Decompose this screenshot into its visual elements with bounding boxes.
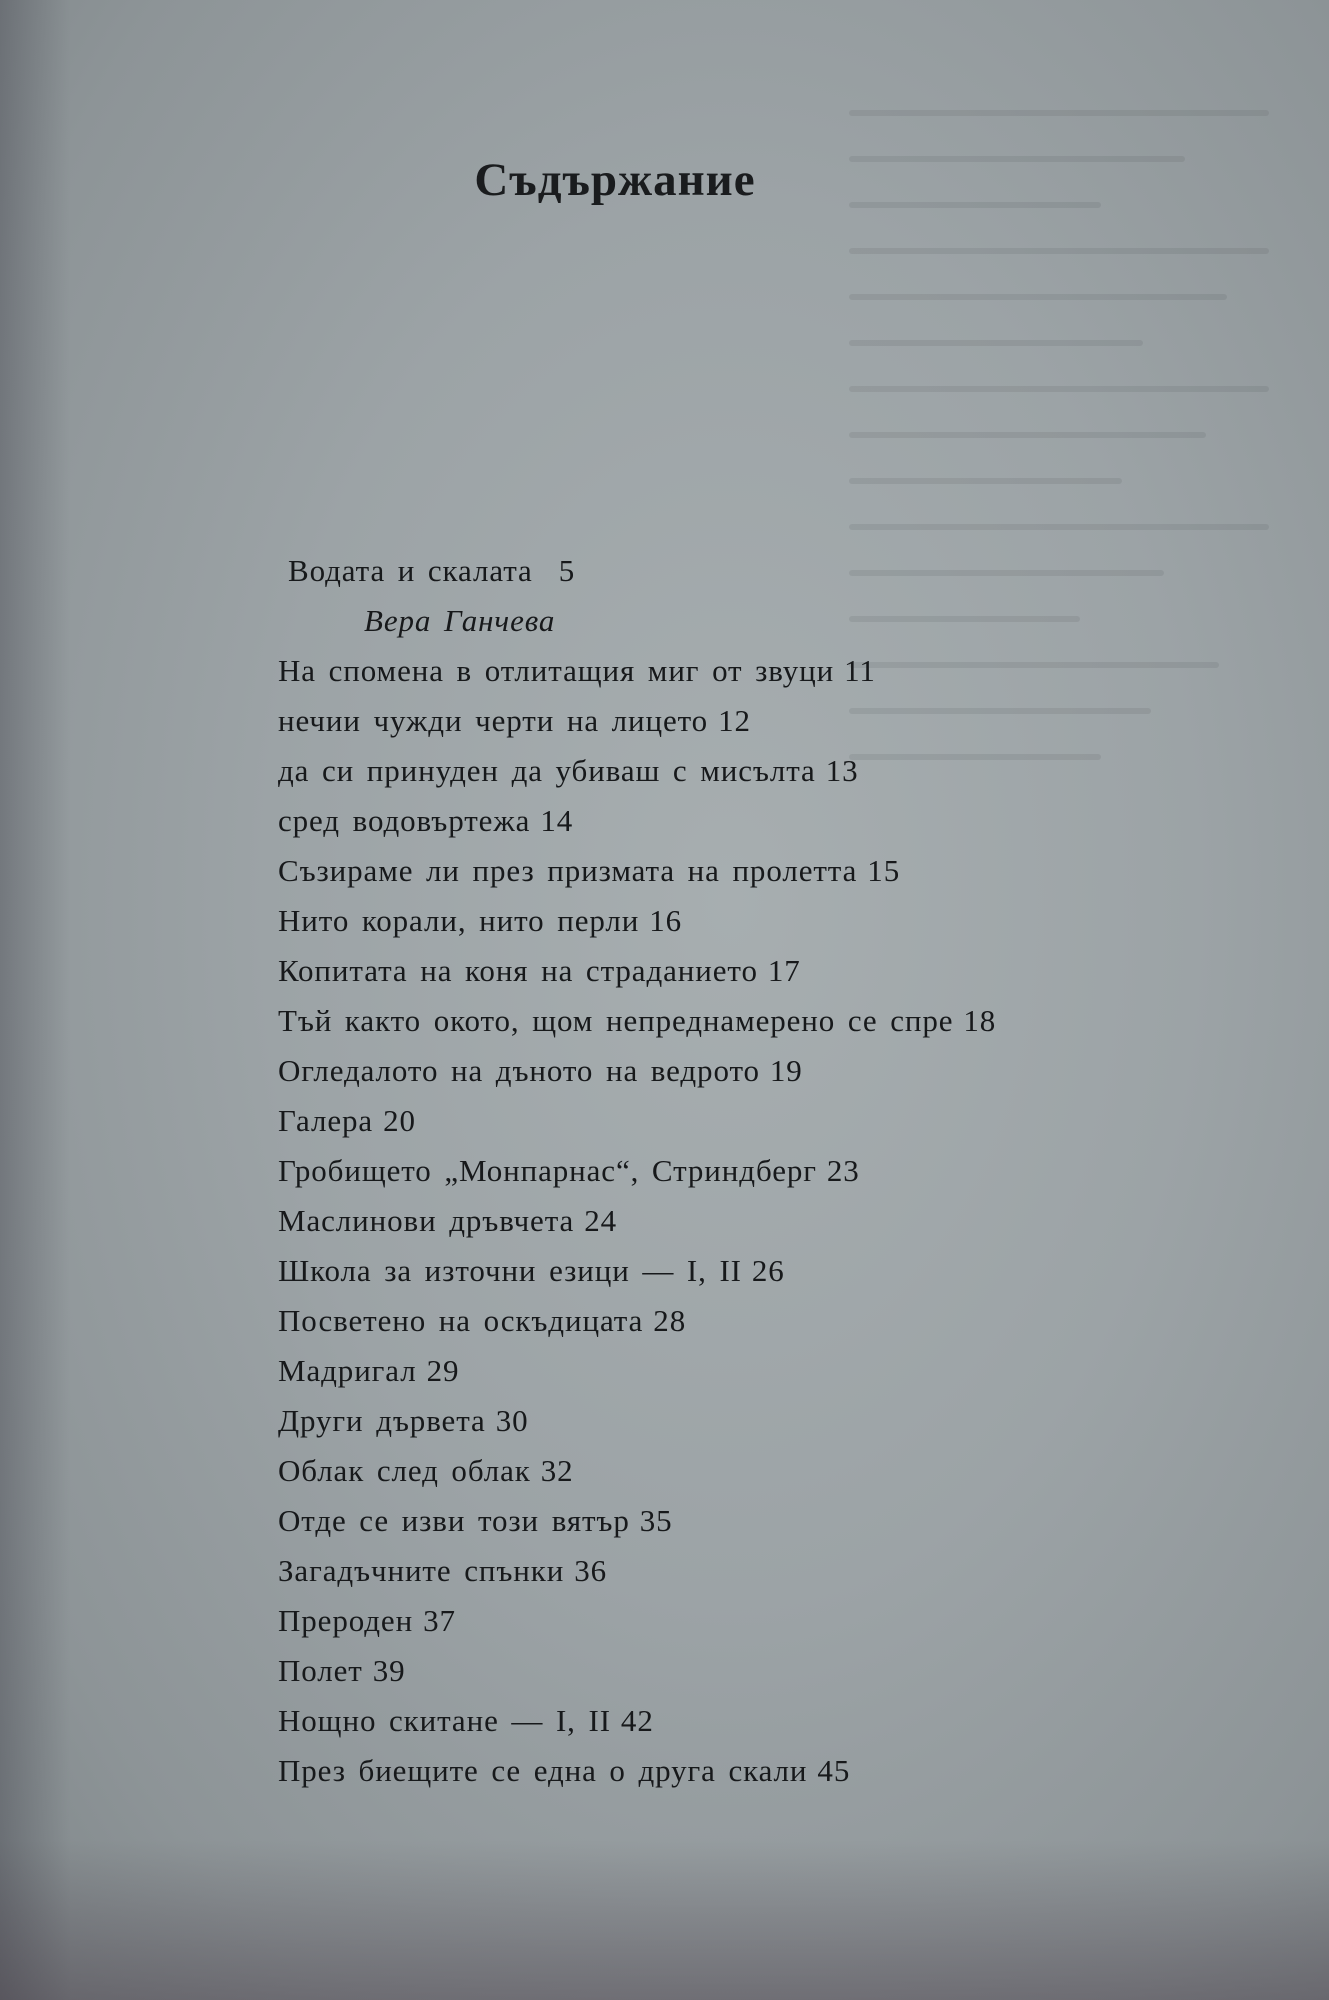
toc-entry-page: 29 <box>426 1353 460 1388</box>
toc-entry-title: Маслинови дръвчета <box>278 1203 575 1238</box>
toc-entry-page: 13 <box>825 753 859 788</box>
toc-entry <box>278 1446 996 1496</box>
toc-entry <box>278 846 996 896</box>
toc-entry-page: 28 <box>653 1303 687 1338</box>
toc-entry <box>278 946 996 996</box>
toc-entry-page: 36 <box>574 1553 608 1588</box>
toc-entry-page: 12 <box>718 703 751 738</box>
toc-entry-page: 32 <box>540 1453 574 1488</box>
toc-entry-page: 42 <box>620 1703 654 1738</box>
toc-entry-title: да си принуден да убиваш с мисълта <box>278 753 816 788</box>
table-of-contents <box>278 546 996 1796</box>
toc-entry <box>278 646 996 696</box>
toc-entry <box>278 1246 996 1296</box>
toc-entry-page: 30 <box>495 1403 529 1438</box>
toc-entry-page: 16 <box>649 903 683 938</box>
toc-entry-page: 5 <box>558 553 576 588</box>
toc-entry-page: 15 <box>867 853 901 888</box>
toc-entry-page: 39 <box>372 1653 406 1688</box>
toc-entry-page: 23 <box>826 1153 860 1188</box>
toc-entry <box>278 746 996 796</box>
toc-entry <box>278 1396 996 1446</box>
toc-entry <box>278 1346 996 1396</box>
toc-entry-title: Огледалото на дъното на ведрото <box>278 1053 760 1088</box>
page-shadow-bottom <box>0 1840 1329 2000</box>
toc-entry-title: Загадъчните спънки <box>278 1553 565 1588</box>
toc-entry-page: 24 <box>584 1203 618 1238</box>
toc-entry-page: 20 <box>383 1103 416 1138</box>
toc-entry <box>278 1546 996 1596</box>
toc-entry-page: 19 <box>769 1053 803 1088</box>
toc-entry-title: Копитата на коня на страданието <box>278 953 758 988</box>
toc-entry <box>278 1496 996 1546</box>
toc-entry <box>278 1596 996 1646</box>
toc-entry-title: Тъй както окото, щом непреднамерено се спре <box>278 1003 954 1038</box>
toc-entry-title: Прероден <box>278 1603 414 1638</box>
toc-entry <box>278 1146 996 1196</box>
toc-entry-title: Полет <box>278 1653 363 1688</box>
toc-entry-page: 17 <box>767 953 801 988</box>
toc-entry-title: Отде се изви този вятър <box>278 1503 630 1538</box>
toc-entry-title: Посветено на оскъдицата <box>278 1303 644 1338</box>
toc-entry-title: Школа за източни езици — I, II <box>278 1253 742 1288</box>
toc-entry-page: 45 <box>817 1753 851 1788</box>
toc-entry <box>278 1296 996 1346</box>
toc-entry-title: На спомена в отлитащия миг от звуци <box>278 653 835 688</box>
toc-entry-page: 26 <box>751 1253 785 1288</box>
toc-entry-page: 14 <box>540 803 574 838</box>
toc-entry-page: 11 <box>844 653 876 688</box>
toc-entry <box>278 1096 996 1146</box>
toc-entry-page: 37 <box>423 1603 456 1638</box>
toc-entry-title: Галера <box>278 1103 374 1138</box>
toc-entry-title: Нито корали, нито перли <box>278 903 640 938</box>
toc-entry <box>278 1646 996 1696</box>
toc-entry-page: 18 <box>963 1003 997 1038</box>
page-title: Съдържание <box>474 154 756 207</box>
toc-entry-title: Други дървета <box>278 1403 486 1438</box>
toc-entry-title: Мадригал <box>278 1353 417 1388</box>
toc-entry-title: сред водовъртежа <box>278 803 531 838</box>
toc-entry-title: нечии чужди черти на лицето <box>278 703 709 738</box>
toc-entry <box>278 1046 996 1096</box>
toc-entry-page: 35 <box>639 1503 673 1538</box>
toc-entry <box>278 796 996 846</box>
toc-entry <box>278 896 996 946</box>
toc-entry-intro <box>278 546 996 596</box>
toc-entry <box>278 1196 996 1246</box>
toc-entry <box>278 1696 996 1746</box>
toc-entry-title: Съзираме ли през призмата на пролетта <box>278 853 858 888</box>
toc-entry <box>278 696 996 746</box>
toc-entry <box>278 996 996 1046</box>
toc-entry-title: През биещите се една о друга скали <box>278 1753 808 1788</box>
toc-entry-title: Нощно скитане — I, II <box>278 1703 611 1738</box>
toc-entry-title: Водата и скалата <box>288 553 533 588</box>
toc-entry-title: Гробището „Монпарнас“, Стриндберг <box>278 1153 817 1188</box>
toc-entry-title: Облак след облак <box>278 1453 531 1488</box>
toc-entry <box>278 1746 996 1796</box>
page-shadow-left <box>0 0 70 2000</box>
toc-author: Вера Ганчева <box>364 603 556 638</box>
